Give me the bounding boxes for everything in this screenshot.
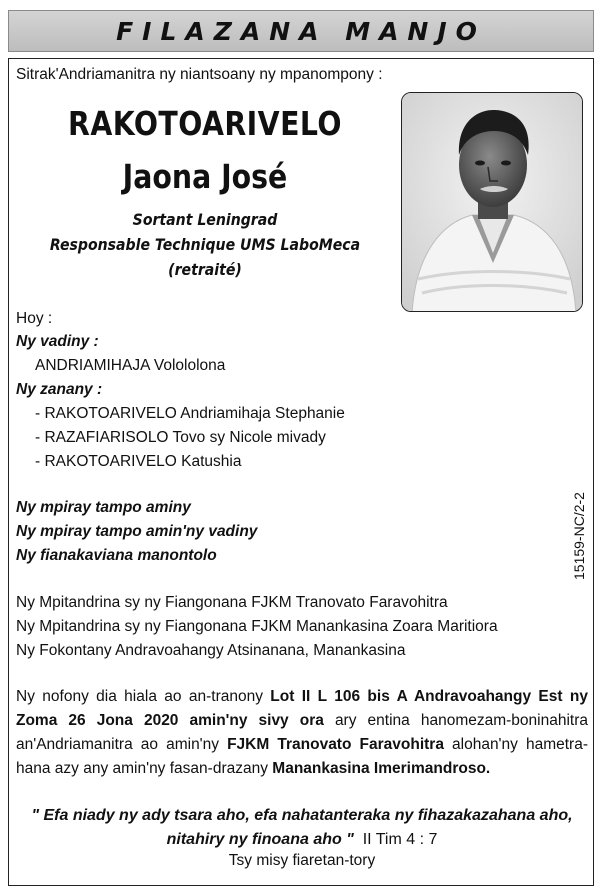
relatives-item: Ny fianakaviana manontolo	[16, 547, 217, 564]
quote-line-1: " Efa niady ny ady tsara aho, efa nahatanteraka ny fihazakazahana aho,	[31, 807, 573, 824]
quote-reference: II Tim 4 : 7	[362, 831, 438, 848]
hoy-label: Hoy :	[16, 310, 53, 327]
quote-line-2: nitahiry ny finoana aho "	[166, 831, 354, 848]
organization-item: Ny Fokontany Andravoahangy Atsinanana, Manankasina	[16, 642, 406, 659]
organization-item: Ny Mpitandrina sy ny Fiangonana FJKM Manankasina Zoara Maritiora	[16, 618, 498, 635]
header-banner	[8, 10, 594, 52]
spouse-name: ANDRIAMIHAJA Volololona	[35, 357, 226, 374]
children-label: Ny zanany :	[16, 381, 103, 398]
relatives-item: Ny mpiray tampo aminy	[16, 499, 191, 516]
intro-text: Sitrak'Andriamanitra ny niantsoany ny mpanompony :	[16, 66, 383, 83]
deceased-detail-1: Sortant Leningrad	[132, 210, 278, 229]
deceased-detail-2: Responsable Technique UMS LaboMeca	[49, 235, 361, 254]
spouse-label: Ny vadiny :	[16, 333, 99, 350]
ad-reference: 15159-NC/2-2	[571, 492, 587, 580]
announcement-text: ary entina hanomezam-boninahitra an'Andriamanitra ao amin'ny	[16, 712, 588, 753]
closing-note: Tsy misy fiaretan-tory	[228, 852, 376, 869]
header-title: FILAZANA MANJO	[116, 16, 486, 46]
relatives-item: Ny mpiray tampo amin'ny vadiny	[16, 523, 258, 540]
deceased-surname: RAKOTOARIVELO	[68, 104, 342, 143]
child-item: - RAKOTOARIVELO Katushia	[35, 453, 242, 470]
announcement-text: Ny nofony dia hiala ao an-tranony	[16, 688, 271, 705]
deceased-given-names: Jaona José	[122, 157, 288, 196]
deceased-portrait	[401, 92, 583, 312]
child-item: - RAZAFIARISOLO Tovo sy Nicole mivady	[35, 429, 326, 446]
child-item: - RAKOTOARIVELO Andriamihaja Stephanie	[35, 405, 345, 422]
portrait-image	[402, 93, 583, 312]
funeral-announcement	[16, 685, 588, 781]
address-date-time: Lot II L 106 bis A Andravoahangy Est ny Zoma 26 Jona 2020 amin'ny sivy ora	[16, 688, 588, 729]
church-name: FJKM Tranovato Faravohitra	[227, 736, 444, 753]
burial-place: Manankasina Imerimandroso.	[272, 760, 491, 777]
announcement-text: alohan'ny hametra-hana azy any amin'ny fasan-drazany	[16, 736, 588, 777]
scripture-quote	[16, 804, 588, 852]
deceased-detail-3: (retraité)	[168, 260, 242, 279]
organization-item: Ny Mpitandrina sy ny Fiangonana FJKM Tranovato Faravohitra	[16, 594, 448, 611]
